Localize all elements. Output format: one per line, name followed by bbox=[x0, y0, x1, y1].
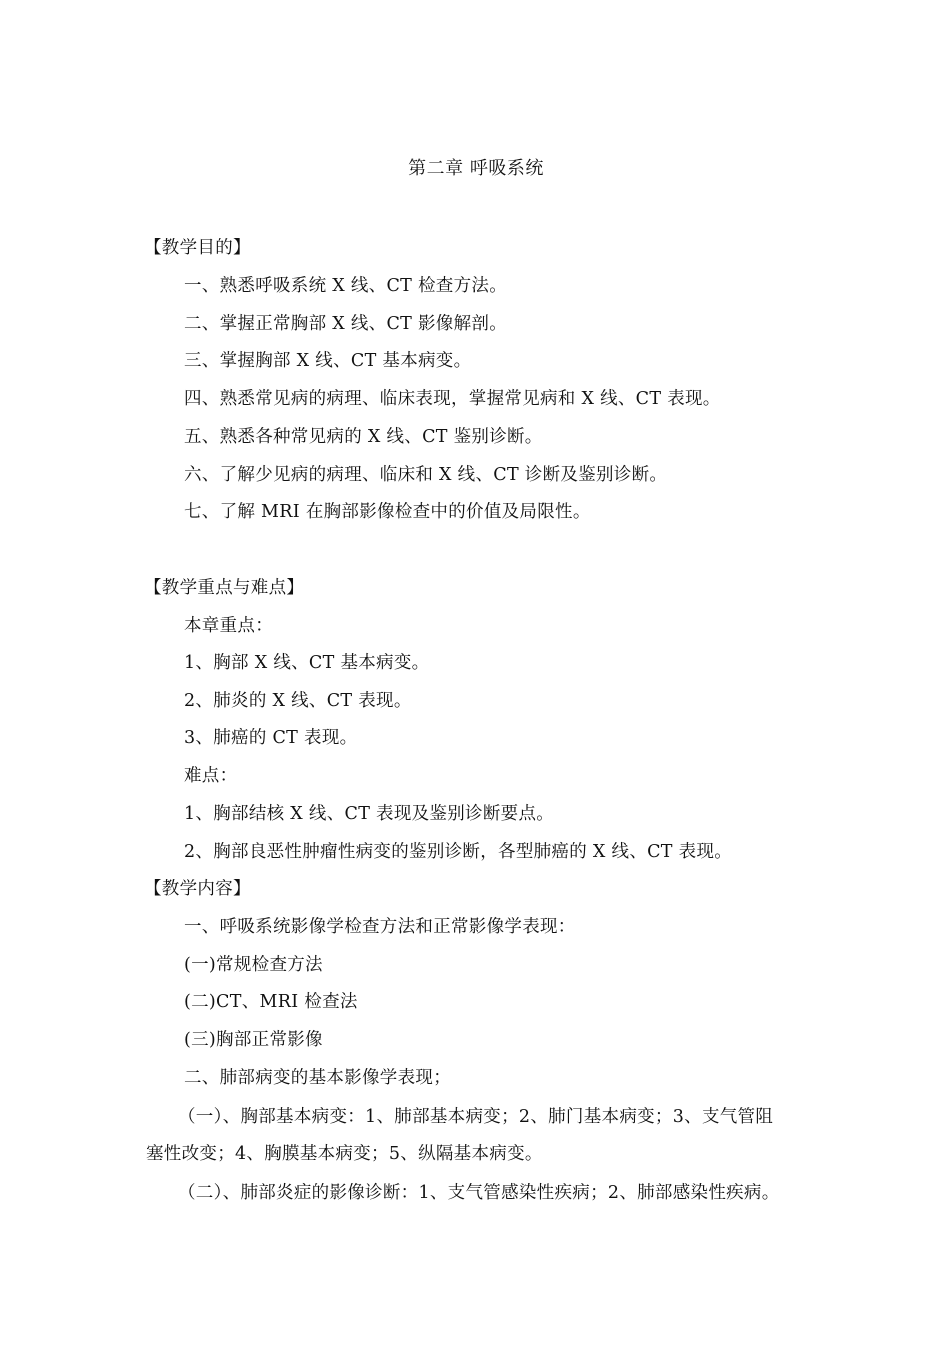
content-line: (二)CT、MRI 检查法 bbox=[184, 992, 358, 1012]
content-line: 二、肺部病变的基本影像学表现； bbox=[184, 1068, 451, 1088]
objective-item: 一、熟悉呼吸系统 X 线、CT 检查方法。 bbox=[184, 276, 508, 296]
objective-item: 三、掌握胸部 X 线、CT 基本病变。 bbox=[184, 351, 472, 371]
difficult-item: 2、胸部良恶性肿瘤性病变的鉴别诊断，各型肺癌的 X 线、CT 表现。 bbox=[184, 842, 733, 862]
content-line: 塞性改变；4、胸膜基本病变；5、纵隔基本病变。 bbox=[146, 1144, 543, 1164]
content-line: 一、呼吸系统影像学检查方法和正常影像学表现： bbox=[184, 917, 576, 937]
key-points-heading: 【教学重点与难点】 bbox=[144, 578, 305, 598]
content-line: （一）、胸部基本病变：1、肺部基本病变；2、肺门基本病变；3、支气管阻 bbox=[178, 1107, 774, 1127]
objective-item: 七、了解 MRI 在胸部影像检查中的价值及局限性。 bbox=[184, 502, 591, 522]
key-point-item: 2、肺炎的 X 线、CT 表现。 bbox=[184, 691, 412, 711]
content-line: （二）、肺部炎症的影像诊断：1、支气管感染性疾病；2、肺部感染性疾病。 bbox=[178, 1183, 780, 1203]
content-heading: 【教学内容】 bbox=[144, 879, 251, 899]
key-points-label: 本章重点： bbox=[184, 616, 273, 636]
key-point-item: 3、肺癌的 CT 表现。 bbox=[184, 728, 358, 748]
objective-item: 二、掌握正常胸部 X 线、CT 影像解剖。 bbox=[184, 314, 508, 334]
key-point-item: 1、胸部 X 线、CT 基本病变。 bbox=[184, 653, 430, 673]
chapter-title: 第二章 呼吸系统 bbox=[408, 158, 544, 179]
difficult-label: 难点： bbox=[184, 766, 238, 786]
objective-item: 四、熟悉常见病的病理、临床表现，掌握常见病和 X 线、CT 表现。 bbox=[184, 389, 721, 409]
objective-item: 五、熟悉各种常见病的 X 线、CT 鉴别诊断。 bbox=[184, 427, 543, 447]
objective-item: 六、了解少见病的病理、临床和 X 线、CT 诊断及鉴别诊断。 bbox=[184, 465, 668, 485]
objectives-heading: 【教学目的】 bbox=[144, 238, 251, 258]
content-line: (一)常规检查方法 bbox=[184, 955, 323, 975]
difficult-item: 1、胸部结核 X 线、CT 表现及鉴别诊断要点。 bbox=[184, 804, 555, 824]
content-line: (三)胸部正常影像 bbox=[184, 1030, 323, 1050]
